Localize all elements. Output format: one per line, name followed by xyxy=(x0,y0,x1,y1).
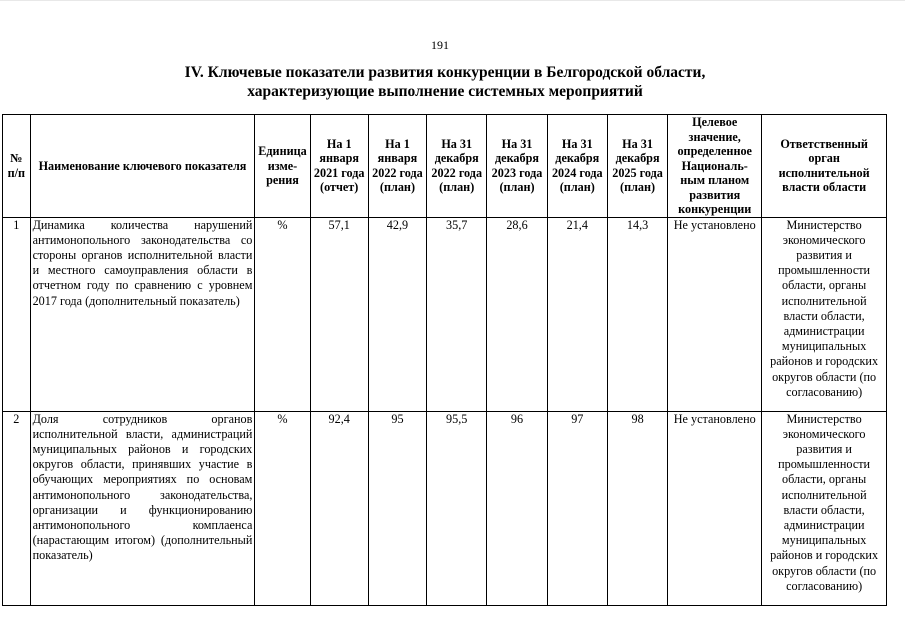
header-num: № п/п xyxy=(3,115,31,218)
row-number: 2 xyxy=(3,411,31,605)
header-target: Целевое значение, определенное Националь-ным планом развития конкуренции xyxy=(668,115,762,218)
value-2023-dec: 96 xyxy=(487,411,547,605)
unit: % xyxy=(255,411,310,605)
value-2024-dec: 97 xyxy=(547,411,607,605)
row-number: 1 xyxy=(3,217,31,411)
indicator-name: Динамика количества нарушений антимонопольного законодательства со стороны органов исполнительной власти и местного самоуправления области в отчетном году по сравнению с уровнем 2017 года (дополнительный показатель) xyxy=(30,217,255,411)
value-2021: 57,1 xyxy=(310,217,368,411)
header-2025-dec: На 31 декабря 2025 года (план) xyxy=(607,115,667,218)
value-2021: 92,4 xyxy=(310,411,368,605)
header-responsible: Ответственный орган исполнительной власти области xyxy=(762,115,887,218)
section-title-line-2: характеризующие выполнение системных мероприятий xyxy=(247,83,643,100)
table-row xyxy=(3,411,887,605)
unit: % xyxy=(255,217,310,411)
header-2022-dec: На 31 декабря 2022 года (план) xyxy=(427,115,487,218)
section-title xyxy=(0,63,890,101)
header-2021: На 1 января 2021 года (отчет) xyxy=(310,115,368,218)
section-title-line-1: IV. Ключевые показатели развития конкуренции в Белгородской области, xyxy=(184,64,706,81)
value-2022-dec: 95,5 xyxy=(427,411,487,605)
header-2023-dec: На 31 декабря 2023 года (план) xyxy=(487,115,547,218)
responsible-body: Министерство экономического развития и промышленности области, органы исполнительной власти области, администрации муниципальных районов и городских округов области (по согласованию) xyxy=(762,411,887,605)
page-top-edge xyxy=(0,0,905,1)
value-2022-jan: 95 xyxy=(368,411,426,605)
key-indicators-table xyxy=(2,114,887,606)
header-unit: Единица изме-рения xyxy=(255,115,310,218)
responsible-body: Министерство экономического развития и промышленности области, органы исполнительной власти области, администрации муниципальных районов и городских округов области (по согласованию) xyxy=(762,217,887,411)
value-2022-dec: 35,7 xyxy=(427,217,487,411)
value-2024-dec: 21,4 xyxy=(547,217,607,411)
target-value: Не установлено xyxy=(668,217,762,411)
page-number: 191 xyxy=(431,38,449,52)
header-2024-dec: На 31 декабря 2024 года (план) xyxy=(547,115,607,218)
value-2025-dec: 98 xyxy=(607,411,667,605)
indicator-name: Доля сотрудников органов исполнительной власти, администраций муниципальных районов и городских округов области, принявших участие в обучающих мероприятиях по основам антимонопольного законодательства, организации и функционированию антимонопольного комплаенса (нарастающим итогом) (дополнительный показатель) xyxy=(30,411,255,605)
target-value: Не установлено xyxy=(668,411,762,605)
table-row xyxy=(3,217,887,411)
header-name: Наименование ключевого показателя xyxy=(30,115,255,218)
value-2022-jan: 42,9 xyxy=(368,217,426,411)
header-2022-jan: На 1 января 2022 года (план) xyxy=(368,115,426,218)
value-2025-dec: 14,3 xyxy=(607,217,667,411)
table-header-row xyxy=(3,115,887,218)
value-2023-dec: 28,6 xyxy=(487,217,547,411)
